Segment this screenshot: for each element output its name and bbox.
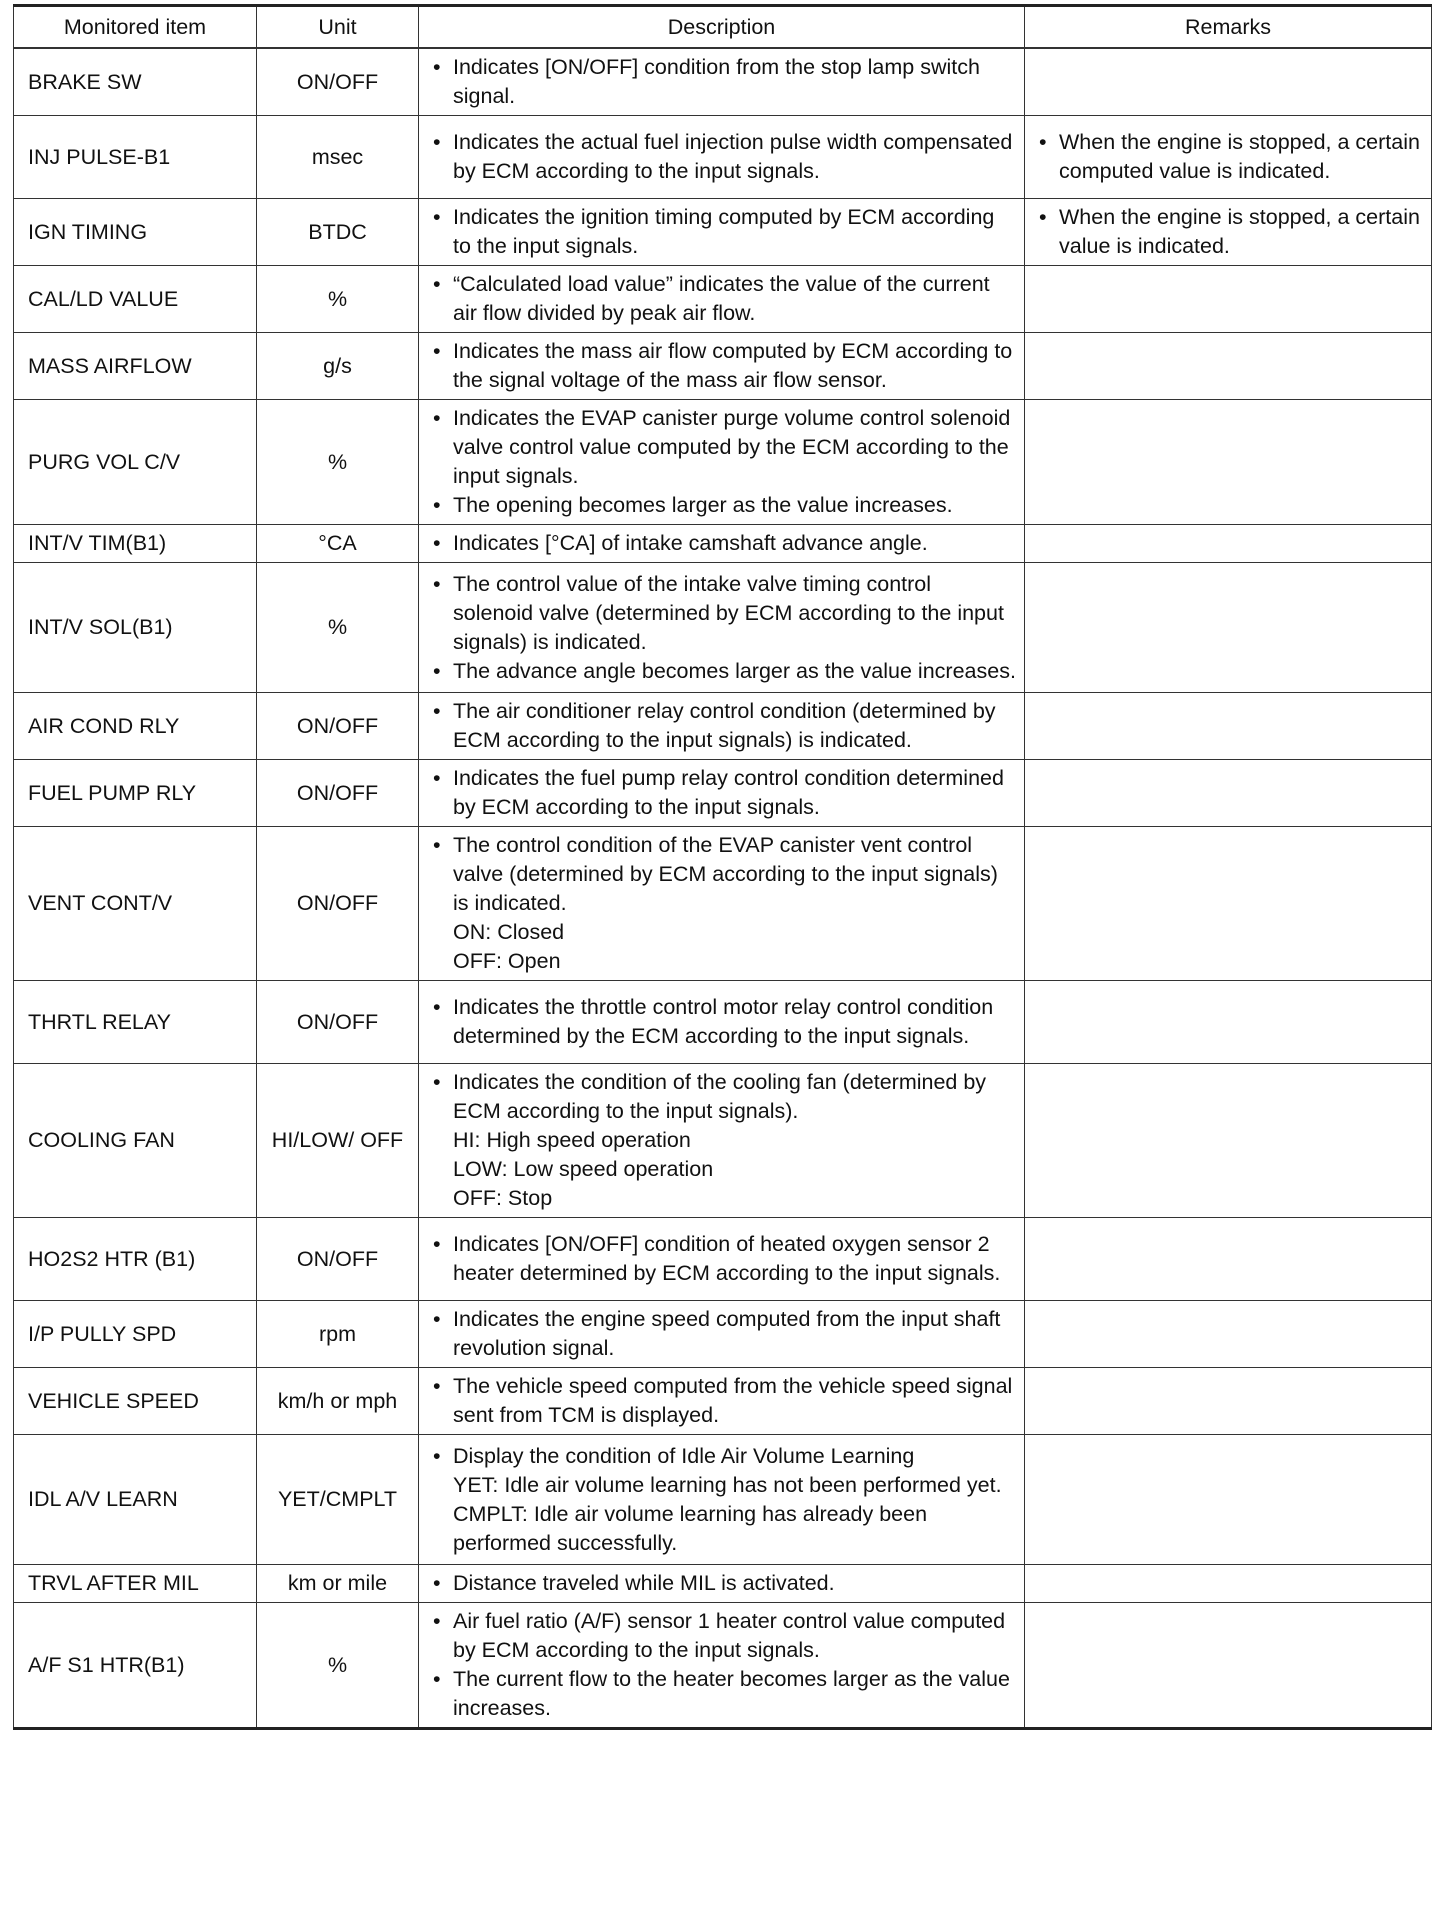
description-cell <box>419 1218 1025 1301</box>
description-bullet <box>427 128 1016 186</box>
unit-cell: ON/OFF <box>257 981 419 1064</box>
monitor-item-document <box>13 4 1431 1730</box>
remarks-cell <box>1025 525 1432 563</box>
description-text: Indicates the condition of the cooling fan (determined by ECM according to the input signals). <box>453 1070 987 1123</box>
description-bullet <box>427 1305 1016 1363</box>
monitored-item-cell: FUEL PUMP RLY <box>14 760 257 827</box>
table-row <box>14 1565 1432 1603</box>
description-bullet <box>427 1665 1016 1723</box>
description-list <box>427 697 1016 755</box>
remarks-cell <box>1025 48 1432 116</box>
description-bullet <box>427 529 1016 558</box>
description-cell <box>419 1603 1025 1729</box>
description-text: The advance angle becomes larger as the value increases. <box>453 658 1016 683</box>
remarks-cell <box>1025 1301 1432 1368</box>
table-row <box>14 1218 1432 1301</box>
description-subline: CMPLT: Idle air volume learning has already been performed successfully. <box>453 1501 928 1555</box>
monitored-item-cell: IDL A/V LEARN <box>14 1435 257 1565</box>
description-list <box>427 1305 1016 1363</box>
description-text: Indicates the EVAP canister purge volume control solenoid valve control value computed by the ECM according to the input signals. <box>453 406 1011 488</box>
description-bullet <box>427 1607 1016 1665</box>
header-row <box>14 6 1432 49</box>
description-list <box>427 203 1016 261</box>
table-row <box>14 48 1432 116</box>
description-text: Indicates the engine speed computed from the input shaft revolution signal. <box>453 1307 1001 1360</box>
description-text: Indicates the throttle control motor relay control condition determined by the ECM according to the input signals. <box>453 995 994 1048</box>
description-list <box>427 1230 1016 1288</box>
remarks-cell <box>1025 400 1432 525</box>
table-row <box>14 827 1432 981</box>
unit-cell: HI/LOW/ OFF <box>257 1064 419 1218</box>
table-body <box>14 48 1432 1729</box>
description-list <box>427 529 1016 558</box>
description-text: Distance traveled while MIL is activated. <box>453 1571 835 1595</box>
description-subline: HI: High speed operation <box>453 1128 691 1152</box>
monitored-item-cell: INJ PULSE-B1 <box>14 116 257 199</box>
table-row <box>14 199 1432 266</box>
remarks-cell <box>1025 1603 1432 1729</box>
description-cell <box>419 400 1025 525</box>
table-row <box>14 1603 1432 1729</box>
description-bullet <box>427 491 1016 520</box>
header-remarks: Remarks <box>1025 6 1432 49</box>
unit-cell: ON/OFF <box>257 827 419 981</box>
unit-cell: YET/CMPLT <box>257 1435 419 1565</box>
description-bullet <box>427 53 1016 111</box>
description-bullet <box>427 1372 1016 1430</box>
description-text: The control value of the intake valve timing control solenoid valve (determined by ECM according to the input signals) is indicated. <box>453 571 1004 654</box>
remarks-cell <box>1025 827 1432 981</box>
remarks-cell <box>1025 266 1432 333</box>
remarks-cell <box>1025 1435 1432 1565</box>
monitored-item-cell: VEHICLE SPEED <box>14 1368 257 1435</box>
description-text: Display the condition of Idle Air Volume Learning <box>453 1443 915 1468</box>
description-text: Indicates the fuel pump relay control condition determined by ECM according to the input signals. <box>453 766 1004 819</box>
description-bullet <box>427 404 1016 491</box>
description-list <box>427 1607 1016 1723</box>
remarks-bullet: • When the engine is stopped, a certain computed value is indicated. <box>1033 128 1423 186</box>
header-monitored-item: Monitored item <box>14 6 257 49</box>
unit-cell: ON/OFF <box>257 760 419 827</box>
remarks-cell <box>1025 333 1432 400</box>
description-cell <box>419 1368 1025 1435</box>
description-text: The opening becomes larger as the value increases. <box>453 493 953 517</box>
description-list <box>427 570 1016 686</box>
table-row <box>14 1368 1432 1435</box>
monitored-item-cell: PURG VOL C/V <box>14 400 257 525</box>
description-list <box>427 128 1016 186</box>
table-row <box>14 116 1432 199</box>
description-list <box>427 404 1016 520</box>
monitored-item-cell: COOLING FAN <box>14 1064 257 1218</box>
table-row <box>14 760 1432 827</box>
remarks-cell <box>1025 116 1432 199</box>
remarks-cell <box>1025 1218 1432 1301</box>
description-text: The air conditioner relay control condition (determined by ECM according to the input signals) is indicated. <box>453 699 996 752</box>
monitored-item-cell: VENT CONT/V <box>14 827 257 981</box>
remarks-cell <box>1025 981 1432 1064</box>
description-cell <box>419 563 1025 693</box>
description-text: Indicates the ignition timing computed by ECM according to the input signals. <box>453 205 995 258</box>
description-text: Indicates [°CA] of intake camshaft advance angle. <box>453 531 928 555</box>
description-text: “Calculated load value” indicates the value of the current air flow divided by peak air flow. <box>453 272 990 325</box>
unit-cell: °CA <box>257 525 419 563</box>
description-bullet <box>427 993 1016 1051</box>
description-bullet <box>427 831 1016 976</box>
description-bullet <box>427 1230 1016 1288</box>
monitored-item-cell: MASS AIRFLOW <box>14 333 257 400</box>
monitored-item-cell: THRTL RELAY <box>14 981 257 1064</box>
monitored-item-cell: IGN TIMING <box>14 199 257 266</box>
description-subline: OFF: Open <box>453 949 561 973</box>
unit-cell: % <box>257 1603 419 1729</box>
description-cell <box>419 827 1025 981</box>
table-row <box>14 693 1432 760</box>
description-subline: OFF: Stop <box>453 1186 553 1210</box>
description-bullet <box>427 697 1016 755</box>
description-text: The current flow to the heater becomes larger as the value increases. <box>453 1667 1010 1720</box>
table-row <box>14 266 1432 333</box>
description-list <box>427 337 1016 395</box>
description-cell <box>419 1064 1025 1218</box>
header-description: Description <box>419 6 1025 49</box>
monitored-item-cell: A/F S1 HTR(B1) <box>14 1603 257 1729</box>
description-cell <box>419 333 1025 400</box>
table-row <box>14 1435 1432 1565</box>
unit-cell: km/h or mph <box>257 1368 419 1435</box>
monitored-item-cell: TRVL AFTER MIL <box>14 1565 257 1603</box>
table-row <box>14 525 1432 563</box>
unit-cell: % <box>257 563 419 693</box>
monitored-item-cell: CAL/LD VALUE <box>14 266 257 333</box>
description-bullet <box>427 657 1016 686</box>
remarks-list <box>1033 128 1423 186</box>
description-text: Indicates [ON/OFF] condition of heated oxygen sensor 2 heater determined by ECM according to the input signals. <box>453 1232 1001 1285</box>
description-list <box>427 1068 1016 1213</box>
table-row <box>14 1301 1432 1368</box>
monitored-item-cell: INT/V TIM(B1) <box>14 525 257 563</box>
monitored-item-cell: I/P PULLY SPD <box>14 1301 257 1368</box>
table-row <box>14 981 1432 1064</box>
description-text: The vehicle speed computed from the vehicle speed signal sent from TCM is displayed. <box>453 1374 1013 1427</box>
description-text: Indicates the actual fuel injection pulse width compensated by ECM according to the input signals. <box>453 130 1013 183</box>
description-subline: YET: Idle air volume learning has not been performed yet. <box>453 1472 1002 1497</box>
description-cell <box>419 116 1025 199</box>
table-row <box>14 400 1432 525</box>
unit-cell: rpm <box>257 1301 419 1368</box>
description-subline: ON: Closed <box>453 920 565 944</box>
remarks-bullet: • When the engine is stopped, a certain value is indicated. <box>1033 203 1423 261</box>
description-bullet <box>427 203 1016 261</box>
description-cell <box>419 1301 1025 1368</box>
unit-cell: g/s <box>257 333 419 400</box>
monitored-item-cell: INT/V SOL(B1) <box>14 563 257 693</box>
description-text: Air fuel ratio (A/F) sensor 1 heater control value computed by ECM according to the input signals. <box>453 1609 1006 1662</box>
description-bullet <box>427 270 1016 328</box>
description-text: Indicates the mass air flow computed by ECM according to the signal voltage of the mass air flow sensor. <box>453 339 1013 392</box>
unit-cell: km or mile <box>257 1565 419 1603</box>
table-row <box>14 1064 1432 1218</box>
description-cell <box>419 48 1025 116</box>
unit-cell: msec <box>257 116 419 199</box>
unit-cell: BTDC <box>257 199 419 266</box>
description-cell <box>419 1565 1025 1603</box>
description-cell <box>419 981 1025 1064</box>
description-bullet <box>427 1569 1016 1598</box>
unit-cell: % <box>257 266 419 333</box>
monitor-item-table <box>13 4 1432 1730</box>
unit-cell: ON/OFF <box>257 48 419 116</box>
description-cell <box>419 693 1025 760</box>
description-text: The control condition of the EVAP canister vent control valve (determined by ECM according to the input signals) is indicated. <box>453 833 998 915</box>
remarks-list <box>1033 203 1423 261</box>
header-unit: Unit <box>257 6 419 49</box>
description-bullet <box>427 570 1016 657</box>
table-row <box>14 333 1432 400</box>
description-list <box>427 764 1016 822</box>
remarks-cell <box>1025 1064 1432 1218</box>
remarks-cell <box>1025 563 1432 693</box>
remarks-cell <box>1025 1368 1432 1435</box>
remarks-cell <box>1025 1565 1432 1603</box>
description-list <box>427 993 1016 1051</box>
monitored-item-cell: BRAKE SW <box>14 48 257 116</box>
table-row <box>14 563 1432 693</box>
unit-cell: % <box>257 400 419 525</box>
description-list <box>427 1372 1016 1430</box>
description-list <box>427 1569 1016 1598</box>
description-cell <box>419 1435 1025 1565</box>
remarks-cell <box>1025 693 1432 760</box>
description-list <box>427 270 1016 328</box>
description-bullet <box>427 764 1016 822</box>
description-bullet <box>427 337 1016 395</box>
description-cell <box>419 525 1025 563</box>
description-list <box>427 53 1016 111</box>
description-cell <box>419 266 1025 333</box>
unit-cell: ON/OFF <box>257 1218 419 1301</box>
monitored-item-cell: AIR COND RLY <box>14 693 257 760</box>
monitored-item-cell: HO2S2 HTR (B1) <box>14 1218 257 1301</box>
description-bullet <box>427 1068 1016 1213</box>
description-list <box>427 1442 1016 1558</box>
description-bullet <box>427 1442 1016 1558</box>
unit-cell: ON/OFF <box>257 693 419 760</box>
remarks-cell <box>1025 760 1432 827</box>
description-cell <box>419 760 1025 827</box>
description-text: Indicates [ON/OFF] condition from the stop lamp switch signal. <box>453 55 980 108</box>
description-list <box>427 831 1016 976</box>
description-subline: LOW: Low speed operation <box>453 1157 714 1181</box>
description-cell <box>419 199 1025 266</box>
remarks-cell <box>1025 199 1432 266</box>
